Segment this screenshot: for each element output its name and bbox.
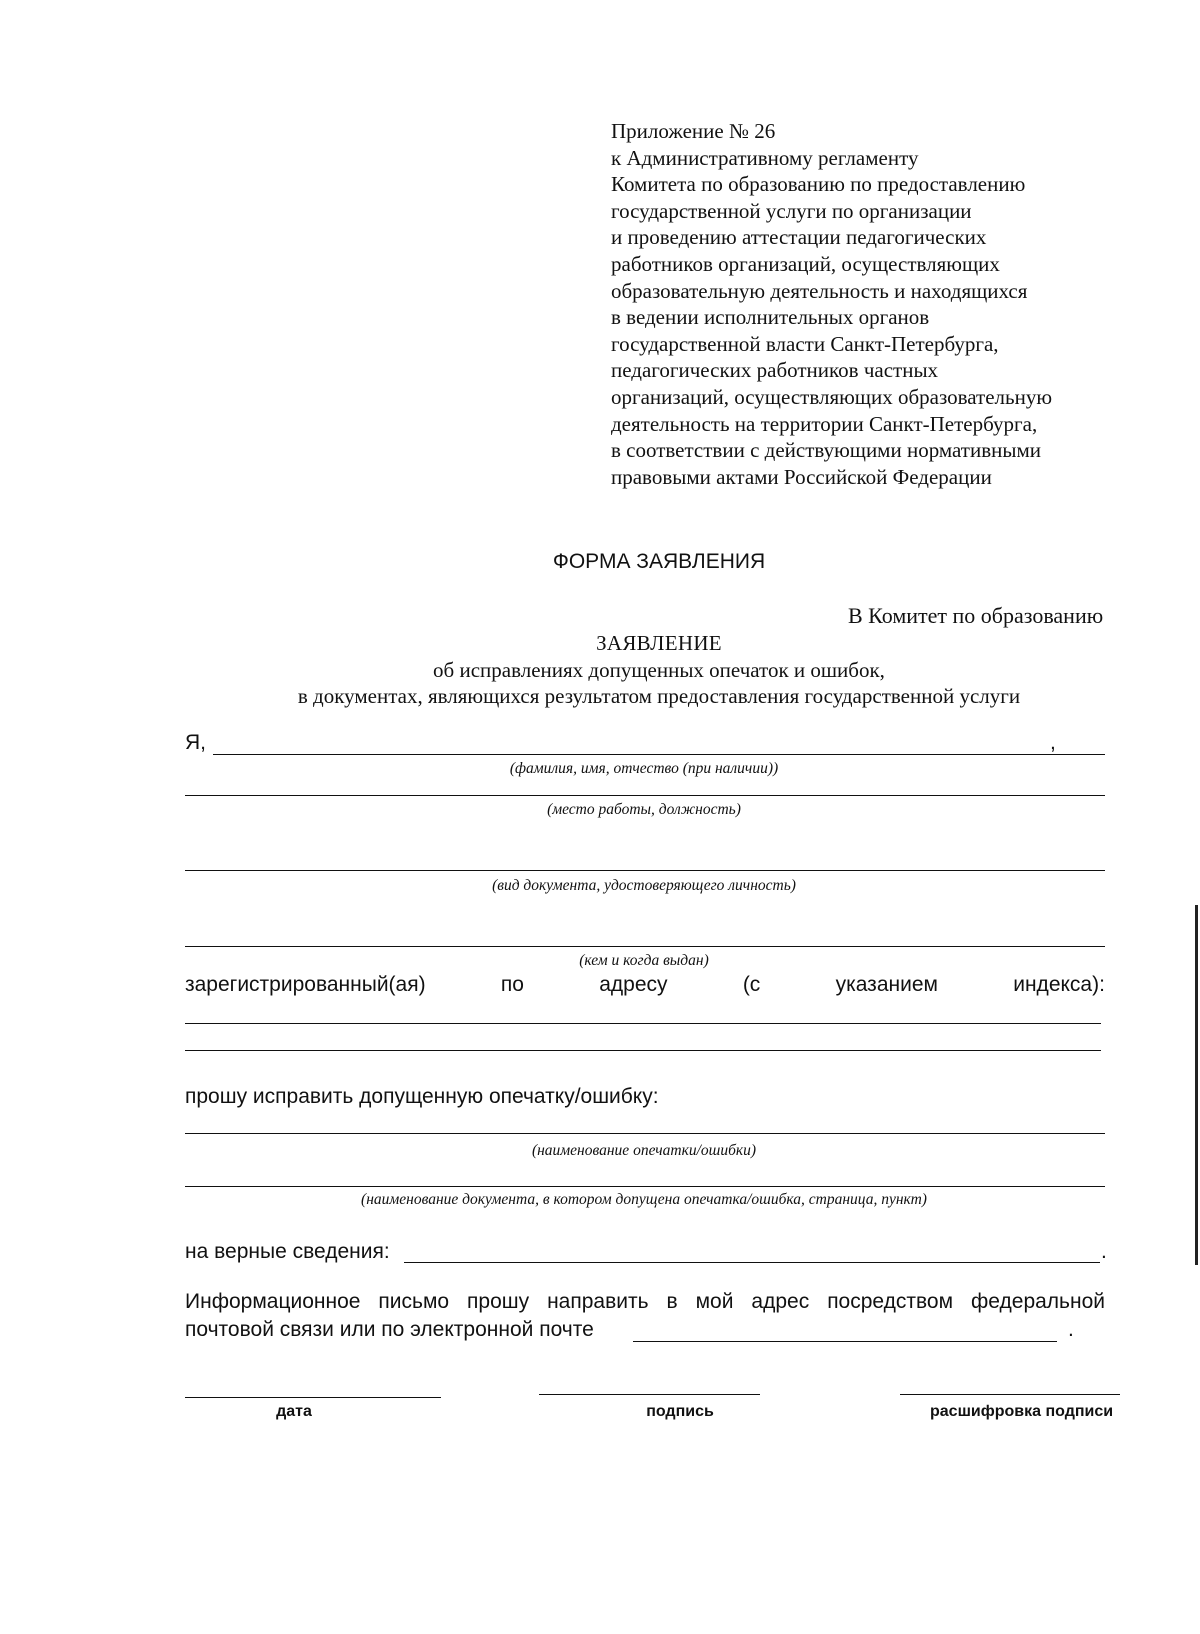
appendix-line: педагогических работников частных (611, 358, 939, 383)
email-line[interactable] (633, 1341, 1057, 1342)
registered-word: индекса): (1013, 973, 1105, 996)
request-label: прошу исправить допущенную опечатку/ошибку: (185, 1085, 659, 1108)
info-letter-text: Информационное письмо прошу направить в мой адрес посредством федеральной (185, 1290, 1105, 1313)
appendix-line: государственной власти Санкт-Петербурга, (611, 331, 999, 356)
correct-info-label: на верные сведения: (185, 1240, 390, 1263)
appendix-line: работников организаций, осуществляющих (611, 251, 1000, 276)
statement-title: ЗАЯВЛЕНИЕ (596, 631, 722, 655)
date-caption: дата (276, 1403, 312, 1420)
decoding-caption: расшифровка подписи (930, 1403, 1114, 1420)
address-line[interactable] (185, 1023, 1101, 1024)
appendix-line: в соответствии с действующими нормативными (611, 438, 1042, 463)
info-letter-line-2: почтовой связи или по электронной почте (185, 1318, 594, 1341)
addressee: В Комитет по образованию (848, 603, 1104, 628)
signature-line[interactable] (539, 1394, 760, 1395)
id-document-line[interactable] (185, 870, 1105, 871)
typo-line[interactable] (185, 1133, 1105, 1134)
appendix-line: к Административному регламенту (611, 145, 919, 170)
appendix-line: Приложение № 26 (611, 119, 776, 143)
registered-word: адресу (599, 973, 668, 996)
statement-subtitle: в документах, являющихся результатом предоставления государственной услуги (297, 684, 1021, 708)
info-letter-line (185, 1290, 1105, 1314)
decoding-line[interactable] (900, 1394, 1120, 1395)
work-line[interactable] (185, 795, 1105, 796)
appendix-line: Комитета по образованию по предоставлению (611, 172, 1026, 197)
typo-caption: (наименование опечатки/ошибки) (531, 1142, 757, 1159)
registered-word: по (500, 973, 524, 996)
issued-line[interactable] (185, 946, 1105, 947)
form-title: ФОРМА ЗАЯВЛЕНИЯ (552, 550, 766, 573)
correct-info-line[interactable] (404, 1262, 1100, 1263)
fio-caption: (фамилия, имя, отчество (при наличии)) (509, 760, 779, 777)
fio-comma: , (1050, 731, 1056, 754)
registered-word: указанием (835, 973, 938, 996)
registered-address-label (185, 973, 1105, 997)
work-caption: (место работы, должность) (547, 801, 741, 818)
appendix-line: организаций, осуществляющих образовательную (611, 384, 1053, 409)
appendix-line: и проведению аттестации педагогических (611, 225, 987, 250)
registered-word: зарегистрированный(ая) (185, 973, 426, 996)
issued-caption: (кем и когда выдан) (579, 952, 709, 969)
appendix-line: деятельность на территории Санкт-Петербурга, (611, 411, 1038, 436)
document-line[interactable] (185, 1186, 1105, 1187)
registered-word: (с (742, 973, 761, 996)
appendix-line: в ведении исполнительных органов (611, 305, 930, 330)
appendix-header (611, 118, 1171, 490)
correct-info-period: . (1101, 1240, 1107, 1263)
email-period: . (1068, 1318, 1074, 1341)
appendix-line: государственной услуги по организации (611, 198, 972, 223)
i-label: Я, (185, 731, 206, 754)
appendix-line: правовыми актами Российской Федерации (611, 464, 992, 489)
id-document-caption: (вид документа, удостоверяющего личность) (492, 877, 796, 894)
document-caption: (наименование документа, в котором допущена опечатка/ошибка, страница, пункт) (361, 1191, 927, 1208)
signature-caption: подпись (646, 1403, 714, 1420)
fio-line[interactable] (213, 754, 1105, 755)
statement-subtitle: об исправлениях допущенных опечаток и ошибок, (433, 658, 885, 682)
address-line[interactable] (185, 1050, 1101, 1051)
date-line[interactable] (185, 1397, 441, 1398)
scan-edge-mark (1195, 905, 1198, 1265)
appendix-line: образовательную деятельность и находящихся (611, 278, 1028, 303)
